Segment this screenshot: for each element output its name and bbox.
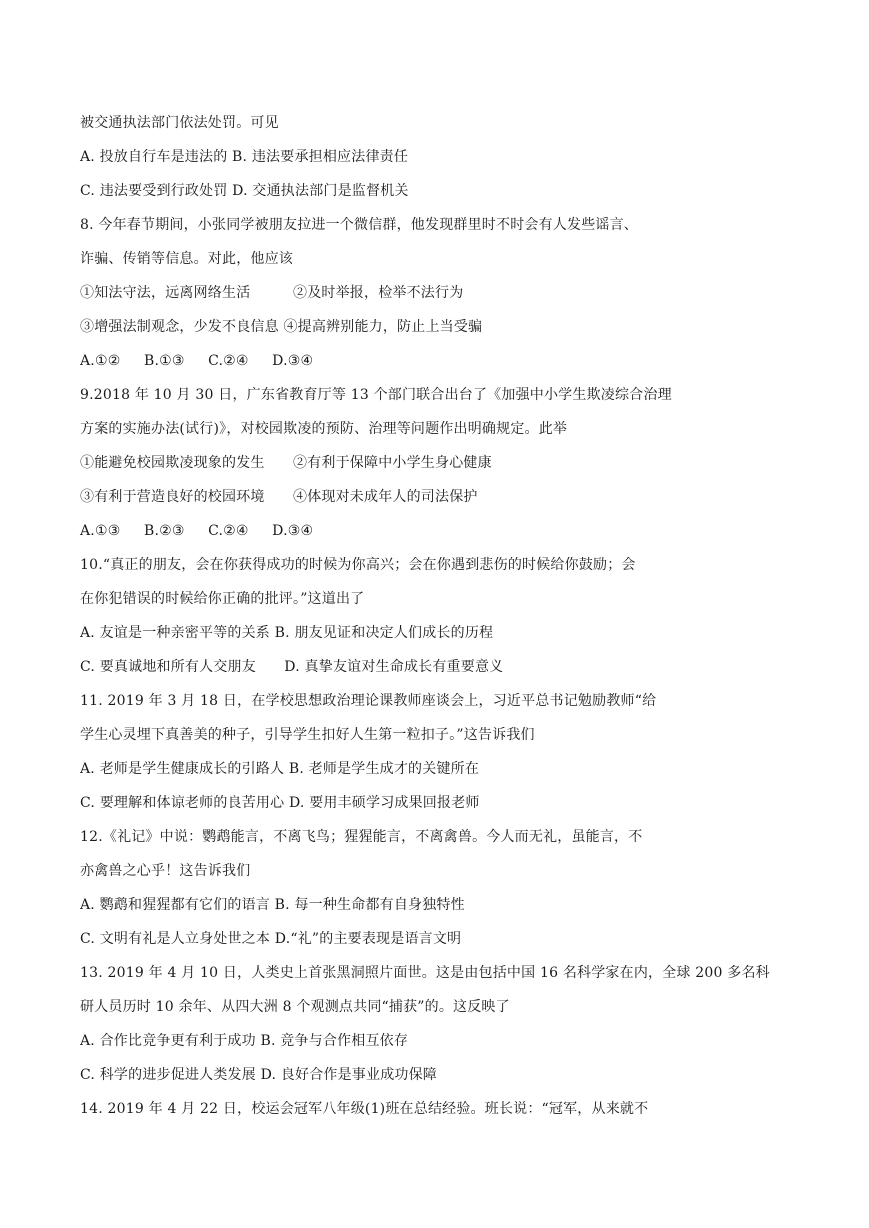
option-line: C. 文明有礼是人立身处世之本 D.“礼”的主要表现是语言文明	[80, 931, 462, 947]
option-line: A. 老师是学生健康成长的引路人 B. 老师是学生成才的关键所在	[80, 761, 480, 777]
option-line: A. 友谊是一种亲密平等的关系 B. 朋友见证和决定人们成长的历程	[80, 625, 494, 641]
text-line: 在你犯错误的时候给你正确的批评。”这道出了	[80, 591, 365, 607]
option-line: C. 要真诚地和所有人交朋友 D. 真挚友谊对生命成长有重要意义	[80, 659, 504, 675]
option-line: C. 违法要受到行政处罚 D. 交通执法部门是监督机关	[80, 183, 409, 199]
statement-line: ③有利于营造良好的校园环境 ④体现对未成年人的司法保护	[80, 489, 478, 505]
statement-line: ①知法守法，远离网络生活 ②及时举报，检举不法行为	[80, 285, 464, 301]
question-13: 13. 2019 年 4 月 10 日，人类史上首张黑洞照片面世。这是由包括中国 16 名科学家在内，全球 200 多名科	[80, 965, 770, 981]
option-line: A.①③ B.②③ C.②④ D.③④	[80, 523, 314, 539]
text-line: 被交通执法部门依法处罚。可见	[80, 115, 279, 131]
text-line: 亦禽兽之心乎！这告诉我们	[80, 863, 251, 879]
statement-line: ③增强法制观念，少发不良信息 ④提高辨别能力，防止上当受骗	[80, 319, 483, 335]
question-12: 12.《礼记》中说：鹦鹉能言，不离飞鸟；猩猩能言，不离禽兽。今人而无礼，虽能言，不	[80, 829, 643, 845]
text-line: 诈骗、传销等信息。对此，他应该	[80, 251, 293, 267]
option-line: C. 要理解和体谅老师的良苦用心 D. 要用丰硕学习成果回报老师	[80, 795, 480, 811]
option-line: C. 科学的进步促进人类发展 D. 良好合作是事业成功保障	[80, 1067, 437, 1083]
statement-line: ①能避免校园欺凌现象的发生 ②有利于保障中小学生身心健康	[80, 455, 492, 471]
question-14: 14. 2019 年 4 月 22 日，校运会冠军八年级(1)班在总结经验。班长说：“冠军，从来就不	[80, 1101, 649, 1117]
question-11: 11. 2019 年 3 月 18 日，在学校思想政治理论课教师座谈会上，习近平总书记勉励教师“给	[80, 693, 657, 709]
text-line: 研人员历时 10 余年、从四大洲 8 个观测点共同“捕获”的。这反映了	[80, 999, 510, 1015]
text-line: 学生心灵埋下真善美的种子，引导学生扣好人生第一粒扣子。”这告诉我们	[80, 727, 535, 743]
text-line: 方案的实施办法(试行)》，对校园欺凌的预防、治理等问题作出明确规定。此举	[80, 421, 568, 437]
question-9: 9.2018 年 10 月 30 日，广东省教育厅等 13 个部门联合出台了《加强中小学生欺凌综合治理	[80, 387, 672, 403]
question-8: 8. 今年春节期间，小张同学被朋友拉进一个微信群，他发现群里时不时会有人发些谣言、	[80, 217, 639, 233]
option-line: A. 合作比竞争更有利于成功 B. 竞争与合作相互依存	[80, 1033, 409, 1049]
question-10: 10.“真正的朋友，会在你获得成功的时候为你高兴；会在你遇到悲伤的时候给你鼓励；会	[80, 557, 636, 573]
option-line: A. 鹦鹉和猩猩都有它们的语言 B. 每一种生命都有自身独特性	[80, 897, 465, 913]
option-line: A.①② B.①③ C.②④ D.③④	[80, 353, 314, 369]
option-line: A. 投放自行车是违法的 B. 违法要承担相应法律责任	[80, 149, 409, 165]
